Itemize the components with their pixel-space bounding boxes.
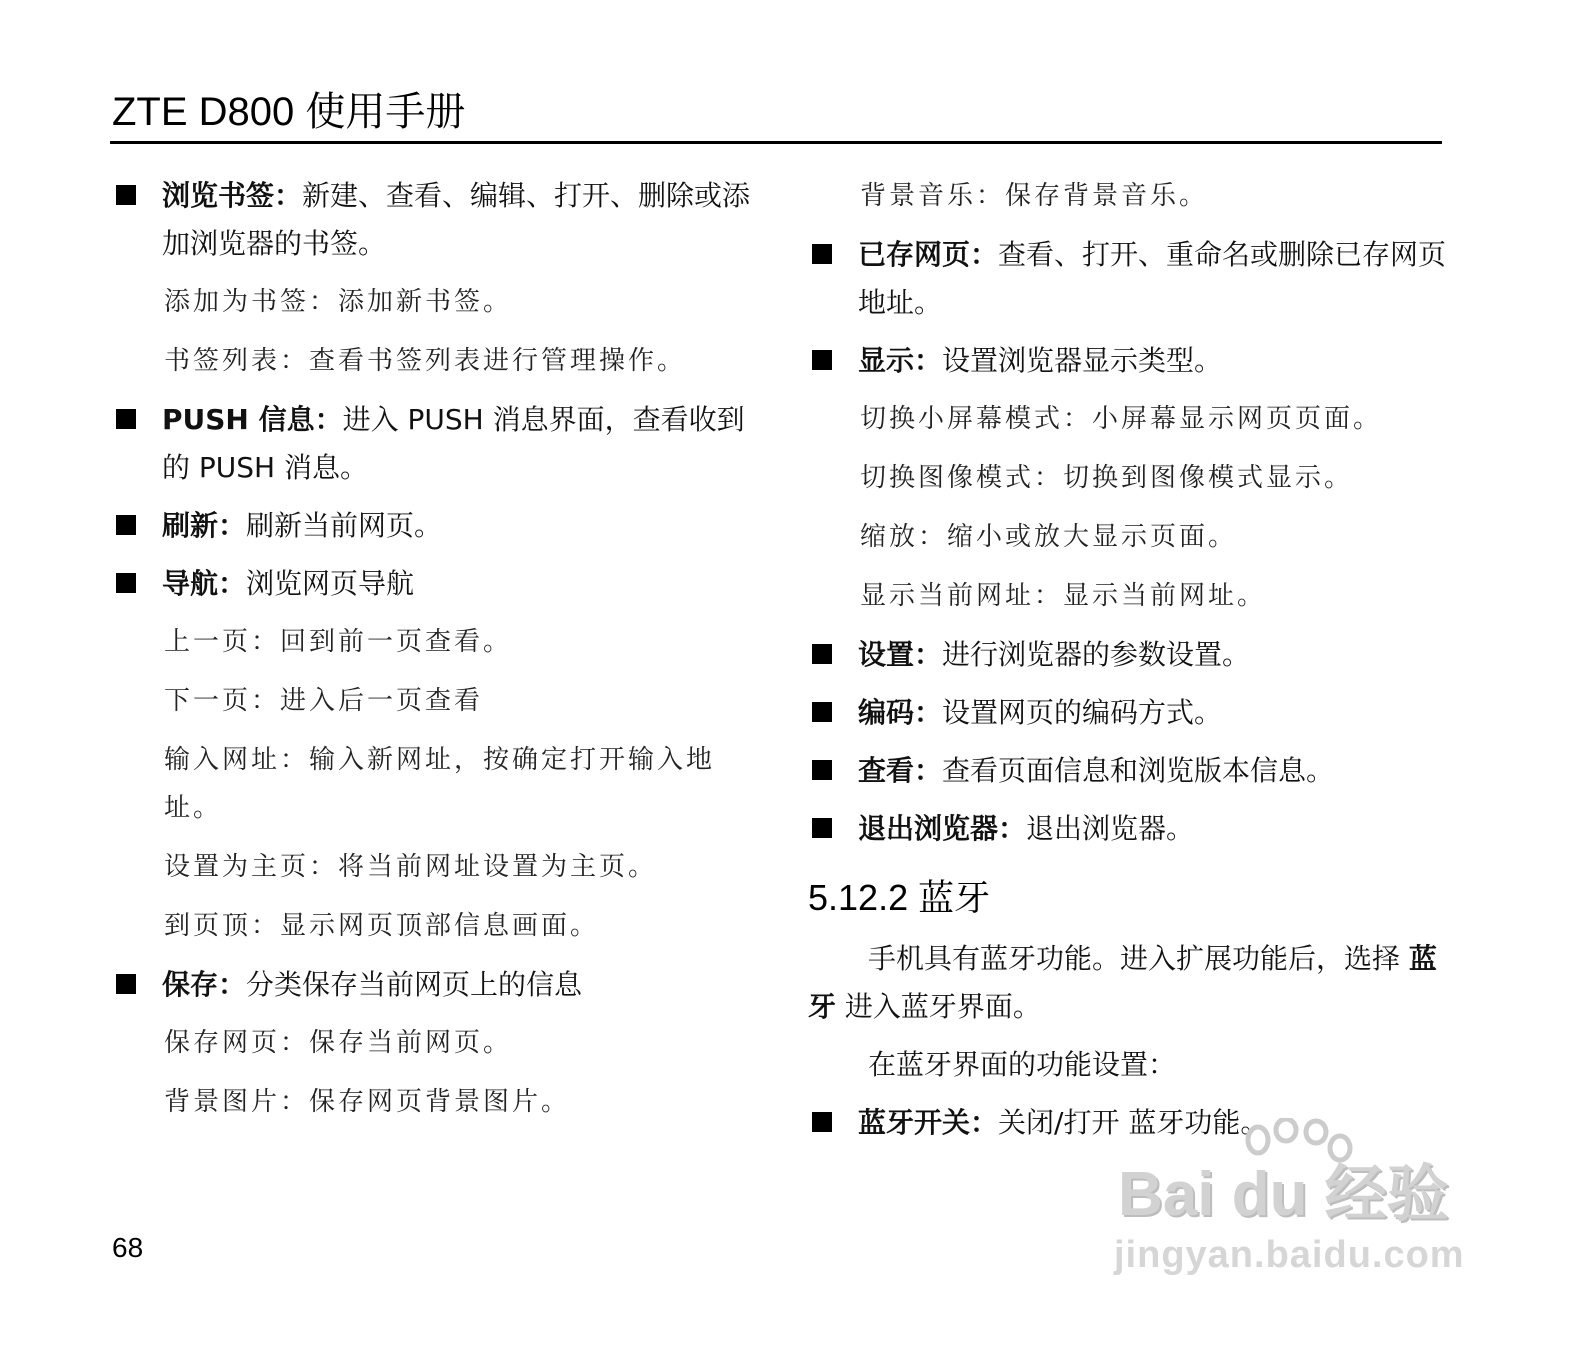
item-text: 关闭/打开 蓝牙功能。 [998, 1106, 1269, 1139]
item-title: 编码 [858, 696, 915, 729]
sub-item: 设置为主页：将当前网址设置为主页。 [164, 852, 658, 882]
sub-item: 显示当前网址：显示当前网址。 [860, 581, 1267, 611]
item-text: 进行浏览器的参数设置。 [942, 638, 1251, 671]
paragraph-settings: 在蓝牙界面的功能设置： [868, 1048, 1177, 1081]
page-number: 68 [112, 1232, 144, 1263]
header-divider [110, 141, 1442, 144]
sub-item: 添加为书签：添加新书签。 [164, 287, 513, 317]
list-item-settings: 设置：进行浏览器的参数设置。 [808, 631, 1448, 679]
item-title: 退出浏览器 [858, 812, 999, 845]
item-title: 已存网页 [858, 238, 971, 271]
sub-item: 到页顶：显示网页顶部信息画面。 [164, 911, 600, 941]
list-item-view: 查看：查看页面信息和浏览版本信息。 [808, 747, 1448, 795]
left-column [112, 172, 752, 1137]
sub-item: 保存网页：保存当前网页。 [164, 1028, 513, 1058]
sub-item: 背景音乐：保存背景音乐。 [860, 181, 1209, 211]
item-title: PUSH 信息 [162, 403, 315, 436]
item-title: 导航 [162, 567, 219, 600]
sub-item: 书签列表：查看书签列表进行管理操作。 [164, 346, 687, 376]
bullet-square-icon [812, 702, 832, 722]
sub-item: 切换图像模式：切换到图像模式显示。 [860, 463, 1354, 493]
item-title: 保存 [162, 968, 219, 1001]
item-title: 刷新 [162, 509, 219, 542]
bullet-square-icon [116, 409, 136, 429]
item-text: 设置浏览器显示类型。 [942, 344, 1223, 377]
item-text: 查看页面信息和浏览版本信息。 [942, 754, 1335, 787]
baidu-watermark [1110, 1118, 1490, 1293]
bullet-square-icon [812, 1112, 832, 1132]
item-title: 浏览书签 [162, 179, 275, 212]
paragraph-intro: 手机具有蓝牙功能。进入扩展功能后，选择 蓝牙 进入蓝牙界面。 [808, 942, 1437, 1023]
item-text: 浏览网页导航 [246, 567, 415, 600]
section-heading: 5.12.2 蓝牙 [808, 877, 991, 918]
sub-item: 缩放：缩小或放大显示页面。 [860, 522, 1238, 552]
item-text: 分类保存当前网页上的信息 [246, 968, 583, 1001]
bullet-square-icon [812, 760, 832, 780]
item-text: 查看、打开、重命名或删除已存网页地址。 [858, 238, 1447, 319]
list-item-bt-switch: 蓝牙开关：关闭/打开 蓝牙功能。 [808, 1099, 1448, 1147]
sub-item: 背景图片：保存网页背景图片。 [164, 1087, 571, 1117]
list-item-push: PUSH 信息：进入 PUSH 消息界面，查看收到的 PUSH 消息。 [112, 396, 752, 492]
bullet-square-icon [116, 185, 136, 205]
watermark-site: jingyan.baidu.com [1114, 1234, 1465, 1276]
list-item-saved-pages: 已存网页：查看、打开、重命名或删除已存网页地址。 [808, 231, 1448, 327]
page-title: ZTE D800 使用手册 [112, 90, 466, 134]
item-text: 退出浏览器。 [1026, 812, 1195, 845]
item-text: 刷新当前网页。 [246, 509, 443, 542]
bullet-square-icon [812, 350, 832, 370]
bullet-square-icon [116, 573, 136, 593]
item-title: 查看 [858, 754, 915, 787]
item-text: 进入 PUSH 消息界面，查看收到的 PUSH 消息。 [162, 403, 745, 484]
bullet-square-icon [812, 644, 832, 664]
sub-item: 切换小屏幕模式：小屏幕显示网页页面。 [860, 404, 1383, 434]
sub-item: 下一页：进入后一页查看 [164, 686, 484, 716]
list-item-display: 显示：设置浏览器显示类型。 [808, 337, 1448, 385]
item-title: 蓝牙开关 [858, 1106, 971, 1139]
emphasis-bluetooth: 蓝牙 [808, 942, 1437, 1023]
sub-item: 上一页：回到前一页查看。 [164, 627, 513, 657]
list-item-exit: 退出浏览器：退出浏览器。 [808, 805, 1448, 853]
item-text: 新建、查看、编辑、打开、删除或添加浏览器的书签。 [162, 179, 751, 260]
bullet-square-icon [116, 974, 136, 994]
right-column [808, 172, 1448, 1157]
list-item-encoding: 编码：设置网页的编码方式。 [808, 689, 1448, 737]
watermark-brand: Bai du 经验 [1118, 1160, 1449, 1229]
bullet-square-icon [812, 244, 832, 264]
bullet-square-icon [116, 515, 136, 535]
list-item-refresh: 刷新：刷新当前网页。 [112, 502, 752, 550]
list-item-save: 保存：分类保存当前网页上的信息 [112, 961, 752, 1009]
bullet-square-icon [812, 818, 832, 838]
item-title: 显示 [858, 344, 915, 377]
item-text: 设置网页的编码方式。 [942, 696, 1223, 729]
sub-item: 输入网址：输入新网址，按确定打开输入地址。 [164, 745, 716, 823]
list-item-navigate: 导航：浏览网页导航 [112, 560, 752, 608]
item-title: 设置 [858, 638, 915, 671]
list-item-bookmarks: 浏览书签：新建、查看、编辑、打开、删除或添加浏览器的书签。 [112, 172, 752, 268]
